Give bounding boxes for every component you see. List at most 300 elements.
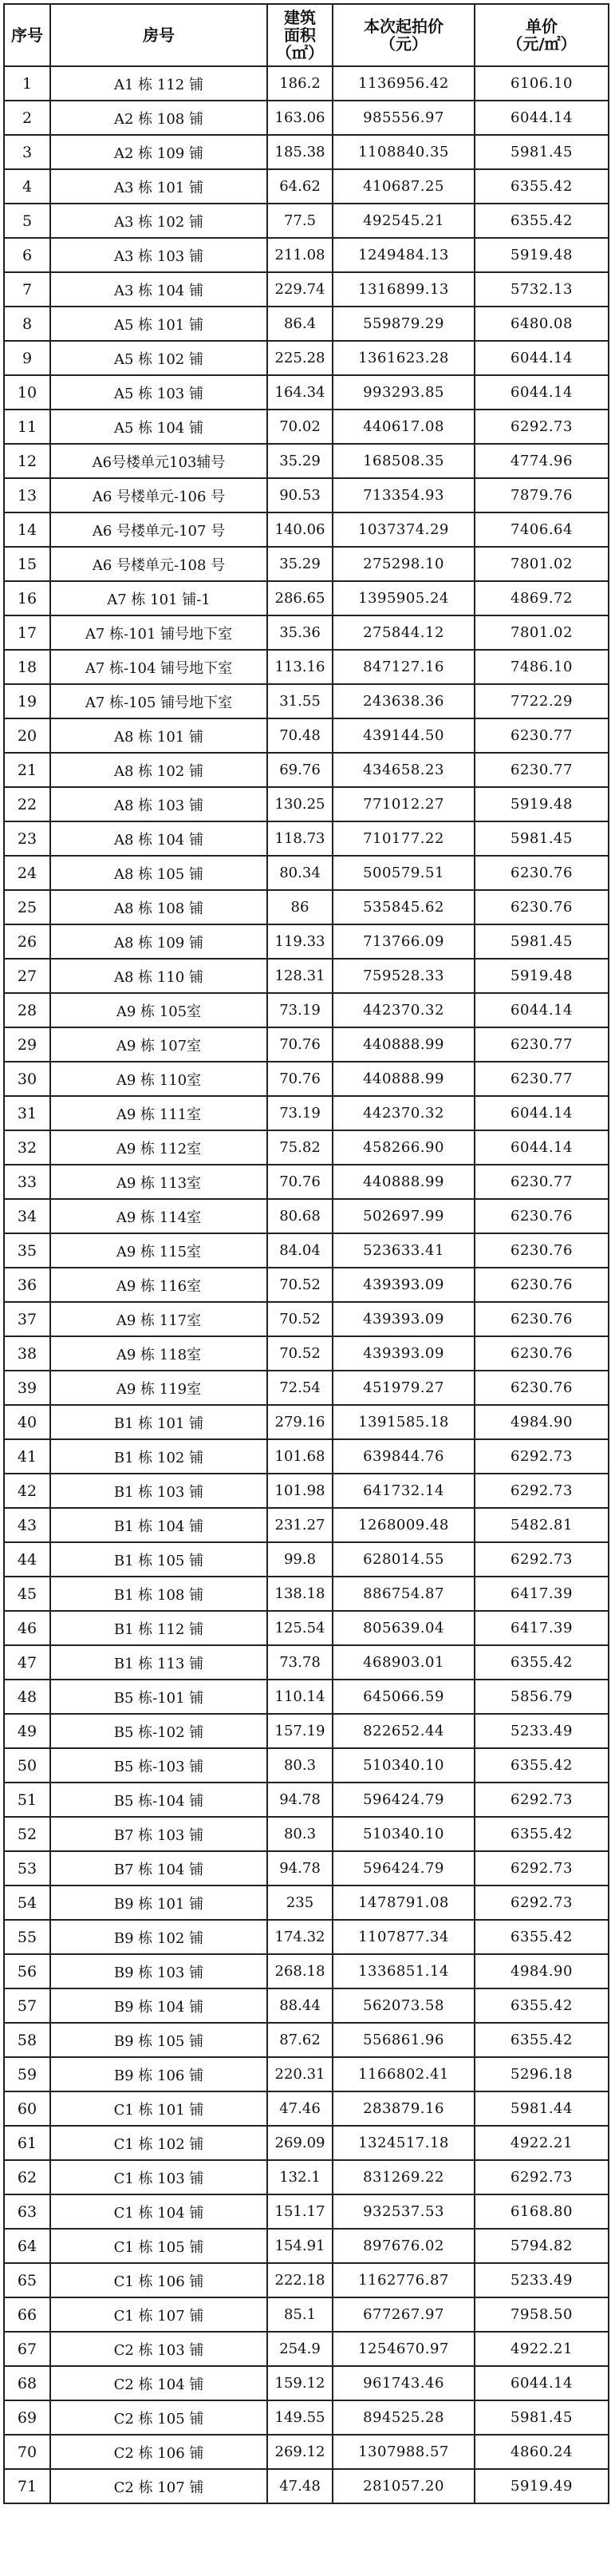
row-area: 73.78 (267, 1645, 333, 1680)
row-room: A8 栋 102 铺 (50, 753, 267, 787)
row-unit-price: 6292.73 (475, 1474, 609, 1508)
row-room: B1 栋 113 铺 (50, 1645, 267, 1680)
row-number: 16 (4, 581, 50, 615)
row-unit-price: 6168.80 (475, 2194, 609, 2229)
row-number: 71 (4, 2469, 50, 2503)
row-number: 57 (4, 1988, 50, 2023)
row-unit-price: 6292.73 (475, 2160, 609, 2194)
row-room: A9 栋 119室 (50, 1371, 267, 1405)
row-start-price: 439393.09 (333, 1302, 475, 1336)
table-row (4, 753, 609, 787)
row-number: 56 (4, 1954, 50, 1988)
row-start-price: 440888.99 (333, 1027, 475, 1062)
row-start-price: 451979.27 (333, 1371, 475, 1405)
row-start-price: 894525.28 (333, 2400, 475, 2435)
row-area: 229.74 (267, 272, 333, 307)
row-number: 55 (4, 1920, 50, 1954)
row-unit-price: 6230.76 (475, 1268, 609, 1302)
row-number: 59 (4, 2057, 50, 2091)
table-row (4, 821, 609, 856)
table-row (4, 1783, 609, 1817)
row-unit-price: 6230.76 (475, 1336, 609, 1371)
row-area: 70.76 (267, 1027, 333, 1062)
row-room: C1 栋 106 铺 (50, 2263, 267, 2297)
table-row (4, 272, 609, 307)
row-start-price: 492545.21 (333, 204, 475, 238)
row-start-price: 1316899.13 (333, 272, 475, 307)
row-room: B5 栋-103 铺 (50, 1748, 267, 1783)
row-unit-price: 5856.79 (475, 1680, 609, 1714)
row-room: B9 栋 104 铺 (50, 1988, 267, 2023)
row-start-price: 897676.02 (333, 2229, 475, 2263)
table-row (4, 169, 609, 204)
row-area: 94.78 (267, 1783, 333, 1817)
row-area: 154.91 (267, 2229, 333, 2263)
row-unit-price: 7879.76 (475, 478, 609, 512)
row-unit-price: 6292.73 (475, 1886, 609, 1920)
table-row (4, 1336, 609, 1371)
row-start-price: 243638.36 (333, 684, 475, 718)
table-row (4, 1508, 609, 1542)
row-number: 18 (4, 650, 50, 684)
row-area: 70.48 (267, 718, 333, 753)
row-number: 65 (4, 2263, 50, 2297)
row-unit-price: 7486.10 (475, 650, 609, 684)
row-area: 185.38 (267, 135, 333, 169)
row-area: 77.5 (267, 204, 333, 238)
row-number: 30 (4, 1062, 50, 1096)
row-number: 15 (4, 547, 50, 581)
row-area: 220.31 (267, 2057, 333, 2091)
row-room: A5 栋 102 铺 (50, 341, 267, 375)
row-number: 10 (4, 375, 50, 410)
table-row (4, 2297, 609, 2332)
row-room: A9 栋 105室 (50, 993, 267, 1027)
row-room: B9 栋 105 铺 (50, 2023, 267, 2057)
row-start-price: 440888.99 (333, 1062, 475, 1096)
table-row (4, 1954, 609, 1988)
row-area: 94.78 (267, 1851, 333, 1886)
row-area: 75.82 (267, 1130, 333, 1165)
row-unit-price: 6230.77 (475, 1027, 609, 1062)
row-room: A9 栋 118室 (50, 1336, 267, 1371)
row-unit-price: 6044.14 (475, 1130, 609, 1165)
row-unit-price: 6292.73 (475, 410, 609, 444)
row-area: 268.18 (267, 1954, 333, 1988)
row-room: B9 栋 103 铺 (50, 1954, 267, 1988)
table-row (4, 787, 609, 821)
row-number: 60 (4, 2091, 50, 2126)
header-area: 建筑 面积 （㎡） (267, 4, 333, 66)
row-start-price: 440888.99 (333, 1165, 475, 1199)
row-unit-price: 6044.14 (475, 993, 609, 1027)
row-unit-price: 5919.49 (475, 2469, 609, 2503)
row-number: 17 (4, 615, 50, 650)
row-start-price: 677267.97 (333, 2297, 475, 2332)
row-unit-price: 6292.73 (475, 1851, 609, 1886)
row-room: C2 栋 107 铺 (50, 2469, 267, 2503)
row-room: C2 栋 104 铺 (50, 2366, 267, 2400)
row-start-price: 1107877.34 (333, 1920, 475, 1954)
row-number: 62 (4, 2160, 50, 2194)
row-area: 70.52 (267, 1336, 333, 1371)
row-unit-price: 6230.76 (475, 1199, 609, 1233)
row-start-price: 847127.16 (333, 650, 475, 684)
row-number: 23 (4, 821, 50, 856)
table-row (4, 581, 609, 615)
table-body (4, 66, 609, 2503)
table-row (4, 1645, 609, 1680)
row-unit-price: 5919.48 (475, 959, 609, 993)
row-number: 28 (4, 993, 50, 1027)
row-unit-price: 6292.73 (475, 1542, 609, 1577)
row-room: C1 栋 102 铺 (50, 2126, 267, 2160)
row-number: 69 (4, 2400, 50, 2435)
row-start-price: 641732.14 (333, 1474, 475, 1508)
row-unit-price: 6230.76 (475, 1371, 609, 1405)
row-start-price: 559879.29 (333, 307, 475, 341)
row-area: 163.06 (267, 101, 333, 135)
row-unit-price: 6044.14 (475, 2366, 609, 2400)
row-area: 186.2 (267, 66, 333, 101)
row-start-price: 275298.10 (333, 547, 475, 581)
row-room: A7 栋-105 铺号地下室 (50, 684, 267, 718)
row-area: 110.14 (267, 1680, 333, 1714)
row-number: 25 (4, 890, 50, 924)
row-number: 68 (4, 2366, 50, 2400)
row-unit-price: 4869.72 (475, 581, 609, 615)
row-area: 86 (267, 890, 333, 924)
row-unit-price: 4774.96 (475, 444, 609, 478)
row-start-price: 535845.62 (333, 890, 475, 924)
row-number: 45 (4, 1577, 50, 1611)
table-row (4, 890, 609, 924)
row-area: 138.18 (267, 1577, 333, 1611)
table-row (4, 410, 609, 444)
row-area: 87.62 (267, 2023, 333, 2057)
row-start-price: 628014.55 (333, 1542, 475, 1577)
row-unit-price: 6230.76 (475, 1302, 609, 1336)
row-unit-price: 7958.50 (475, 2297, 609, 2332)
row-area: 80.68 (267, 1199, 333, 1233)
row-start-price: 502697.99 (333, 1199, 475, 1233)
row-room: A9 栋 116室 (50, 1268, 267, 1302)
row-area: 70.76 (267, 1165, 333, 1199)
row-area: 86.4 (267, 307, 333, 341)
row-room: A6 号楼单元-108 号 (50, 547, 267, 581)
row-area: 231.27 (267, 1508, 333, 1542)
row-number: 4 (4, 169, 50, 204)
row-area: 70.52 (267, 1302, 333, 1336)
row-room: A2 栋 108 铺 (50, 101, 267, 135)
row-number: 70 (4, 2435, 50, 2469)
row-number: 52 (4, 1817, 50, 1851)
row-room: A5 栋 103 铺 (50, 375, 267, 410)
row-number: 47 (4, 1645, 50, 1680)
row-room: C1 栋 101 铺 (50, 2091, 267, 2126)
table-row (4, 1199, 609, 1233)
row-start-price: 1361623.28 (333, 341, 475, 375)
table-row (4, 375, 609, 410)
row-area: 80.3 (267, 1748, 333, 1783)
row-room: A6 号楼单元-106 号 (50, 478, 267, 512)
table-row (4, 547, 609, 581)
row-unit-price: 7801.02 (475, 615, 609, 650)
row-start-price: 831269.22 (333, 2160, 475, 2194)
row-unit-price: 7406.64 (475, 512, 609, 547)
row-room: A8 栋 103 铺 (50, 787, 267, 821)
table-row (4, 2126, 609, 2160)
row-area: 69.76 (267, 753, 333, 787)
row-area: 130.25 (267, 787, 333, 821)
row-start-price: 710177.22 (333, 821, 475, 856)
row-area: 35.29 (267, 547, 333, 581)
row-start-price: 556861.96 (333, 2023, 475, 2057)
row-area: 80.3 (267, 1817, 333, 1851)
row-start-price: 932537.53 (333, 2194, 475, 2229)
table-row (4, 1817, 609, 1851)
row-room: B5 栋-104 铺 (50, 1783, 267, 1817)
row-area: 73.19 (267, 993, 333, 1027)
row-start-price: 993293.85 (333, 375, 475, 410)
row-number: 29 (4, 1027, 50, 1062)
table-row (4, 2194, 609, 2229)
row-unit-price: 5919.48 (475, 238, 609, 272)
row-unit-price: 6355.42 (475, 1988, 609, 2023)
row-unit-price: 6106.10 (475, 66, 609, 101)
row-number: 35 (4, 1233, 50, 1268)
row-unit-price: 6355.42 (475, 1817, 609, 1851)
table-row (4, 2091, 609, 2126)
row-unit-price: 4984.90 (475, 1954, 609, 1988)
row-unit-price: 4922.21 (475, 2332, 609, 2366)
row-area: 73.19 (267, 1096, 333, 1130)
table-row (4, 1302, 609, 1336)
row-number: 19 (4, 684, 50, 718)
row-area: 47.46 (267, 2091, 333, 2126)
row-unit-price: 4922.21 (475, 2126, 609, 2160)
row-number: 32 (4, 1130, 50, 1165)
row-area: 125.54 (267, 1611, 333, 1645)
row-room: A8 栋 110 铺 (50, 959, 267, 993)
row-room: B1 栋 103 铺 (50, 1474, 267, 1508)
table-row (4, 856, 609, 890)
row-unit-price: 6230.77 (475, 1165, 609, 1199)
row-room: A7 栋 101 铺-1 (50, 581, 267, 615)
table-row (4, 66, 609, 101)
table-row (4, 1439, 609, 1474)
row-number: 2 (4, 101, 50, 135)
row-room: B1 栋 104 铺 (50, 1508, 267, 1542)
row-start-price: 510340.10 (333, 1748, 475, 1783)
row-start-price: 886754.87 (333, 1577, 475, 1611)
row-unit-price: 6230.77 (475, 718, 609, 753)
row-number: 13 (4, 478, 50, 512)
row-number: 50 (4, 1748, 50, 1783)
table-row (4, 1680, 609, 1714)
row-room: A5 栋 101 铺 (50, 307, 267, 341)
row-unit-price: 5981.45 (475, 924, 609, 959)
row-start-price: 439144.50 (333, 718, 475, 753)
row-unit-price: 4860.24 (475, 2435, 609, 2469)
row-number: 51 (4, 1783, 50, 1817)
row-room: A8 栋 101 铺 (50, 718, 267, 753)
row-number: 36 (4, 1268, 50, 1302)
row-area: 254.9 (267, 2332, 333, 2366)
row-area: 84.04 (267, 1233, 333, 1268)
row-room: B5 栋-101 铺 (50, 1680, 267, 1714)
table-row (4, 204, 609, 238)
header-row (4, 4, 609, 66)
row-room: A9 栋 115室 (50, 1233, 267, 1268)
row-room: C1 栋 107 铺 (50, 2297, 267, 2332)
row-start-price: 442370.32 (333, 993, 475, 1027)
row-area: 222.18 (267, 2263, 333, 2297)
row-area: 99.8 (267, 1542, 333, 1577)
row-start-price: 713766.09 (333, 924, 475, 959)
row-room: A9 栋 112室 (50, 1130, 267, 1165)
row-number: 66 (4, 2297, 50, 2332)
table-row (4, 2332, 609, 2366)
row-unit-price: 7722.29 (475, 684, 609, 718)
row-start-price: 1166802.41 (333, 2057, 475, 2091)
table-row (4, 2469, 609, 2503)
row-start-price: 410687.25 (333, 169, 475, 204)
row-room: A3 栋 101 铺 (50, 169, 267, 204)
row-number: 44 (4, 1542, 50, 1577)
row-room: A8 栋 105 铺 (50, 856, 267, 890)
row-number: 1 (4, 66, 50, 101)
row-room: A3 栋 102 铺 (50, 204, 267, 238)
table-row (4, 1405, 609, 1439)
row-number: 26 (4, 924, 50, 959)
row-room: A3 栋 104 铺 (50, 272, 267, 307)
row-number: 12 (4, 444, 50, 478)
row-unit-price: 5732.13 (475, 272, 609, 307)
row-area: 159.12 (267, 2366, 333, 2400)
table-row (4, 615, 609, 650)
row-area: 35.29 (267, 444, 333, 478)
row-room: A9 栋 110室 (50, 1062, 267, 1096)
row-start-price: 759528.33 (333, 959, 475, 993)
row-area: 286.65 (267, 581, 333, 615)
row-number: 22 (4, 787, 50, 821)
row-number: 58 (4, 2023, 50, 2057)
table-row (4, 1062, 609, 1096)
table-row (4, 341, 609, 375)
row-area: 149.55 (267, 2400, 333, 2435)
row-area: 211.08 (267, 238, 333, 272)
table-row (4, 1096, 609, 1130)
row-unit-price: 5296.18 (475, 2057, 609, 2091)
row-unit-price: 6355.42 (475, 1920, 609, 1954)
table-row (4, 2160, 609, 2194)
row-start-price: 961743.46 (333, 2366, 475, 2400)
row-area: 85.1 (267, 2297, 333, 2332)
row-number: 43 (4, 1508, 50, 1542)
row-unit-price: 6417.39 (475, 1611, 609, 1645)
row-unit-price: 6355.42 (475, 204, 609, 238)
row-start-price: 562073.58 (333, 1988, 475, 2023)
header-unit-price: 单价 （元/㎡） (475, 4, 609, 66)
row-unit-price: 6044.14 (475, 375, 609, 410)
row-start-price: 1268009.48 (333, 1508, 475, 1542)
row-number: 14 (4, 512, 50, 547)
row-start-price: 458266.90 (333, 1130, 475, 1165)
row-unit-price: 6044.14 (475, 1096, 609, 1130)
row-number: 42 (4, 1474, 50, 1508)
table-row (4, 1886, 609, 1920)
row-room: C2 栋 106 铺 (50, 2435, 267, 2469)
table-row (4, 1130, 609, 1165)
row-area: 140.06 (267, 512, 333, 547)
row-area: 72.54 (267, 1371, 333, 1405)
table-row (4, 2400, 609, 2435)
row-area: 31.55 (267, 684, 333, 718)
row-area: 118.73 (267, 821, 333, 856)
row-number: 41 (4, 1439, 50, 1474)
row-room: A6 号楼单元-107 号 (50, 512, 267, 547)
table-row (4, 684, 609, 718)
row-unit-price: 6355.42 (475, 1748, 609, 1783)
table-row (4, 1542, 609, 1577)
row-area: 225.28 (267, 341, 333, 375)
row-start-price: 275844.12 (333, 615, 475, 650)
auction-price-table (3, 3, 609, 2504)
row-start-price: 1037374.29 (333, 512, 475, 547)
row-room: A9 栋 117室 (50, 1302, 267, 1336)
row-area: 128.31 (267, 959, 333, 993)
row-room: A7 栋-101 铺号地下室 (50, 615, 267, 650)
table-row (4, 959, 609, 993)
row-start-price: 1336851.14 (333, 1954, 475, 1988)
row-room: A9 栋 113室 (50, 1165, 267, 1199)
row-start-price: 523633.41 (333, 1233, 475, 1268)
row-room: B9 栋 101 铺 (50, 1886, 267, 1920)
row-unit-price: 5981.45 (475, 821, 609, 856)
row-room: C1 栋 105 铺 (50, 2229, 267, 2263)
row-room: A9 栋 107室 (50, 1027, 267, 1062)
row-start-price: 1307988.57 (333, 2435, 475, 2469)
row-start-price: 639844.76 (333, 1439, 475, 1474)
row-number: 33 (4, 1165, 50, 1199)
row-area: 90.53 (267, 478, 333, 512)
row-start-price: 1136956.42 (333, 66, 475, 101)
row-unit-price: 5981.44 (475, 2091, 609, 2126)
row-number: 61 (4, 2126, 50, 2160)
table-row (4, 1748, 609, 1783)
table-row (4, 2263, 609, 2297)
header-room: 房号 (50, 4, 267, 66)
row-unit-price: 6355.42 (475, 2023, 609, 2057)
row-start-price: 510340.10 (333, 1817, 475, 1851)
row-room: A7 栋-104 铺号地下室 (50, 650, 267, 684)
row-room: A9 栋 114室 (50, 1199, 267, 1233)
row-start-price: 1249484.13 (333, 238, 475, 272)
row-area: 174.32 (267, 1920, 333, 1954)
row-start-price: 985556.97 (333, 101, 475, 135)
row-start-price: 1324517.18 (333, 2126, 475, 2160)
row-unit-price: 6292.73 (475, 1439, 609, 1474)
row-start-price: 434658.23 (333, 753, 475, 787)
row-unit-price: 5233.49 (475, 2263, 609, 2297)
table-row (4, 2229, 609, 2263)
row-area: 70.02 (267, 410, 333, 444)
row-room: B5 栋-102 铺 (50, 1714, 267, 1748)
row-unit-price: 6480.08 (475, 307, 609, 341)
table-row (4, 1714, 609, 1748)
row-area: 113.16 (267, 650, 333, 684)
